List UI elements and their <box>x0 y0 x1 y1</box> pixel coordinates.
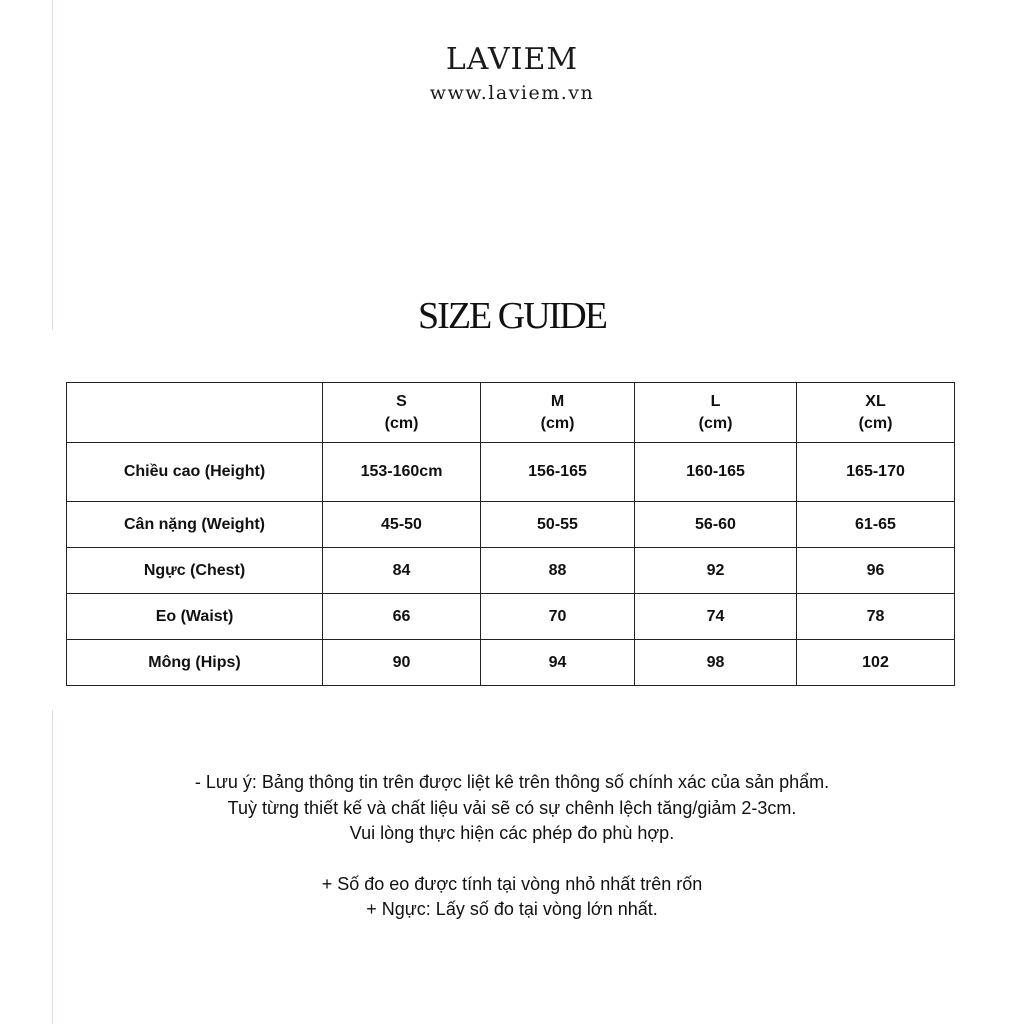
note-line: - Lưu ý: Bảng thông tin trên được liệt kê trên thông số chính xác của sản phẩm. <box>194 772 830 792</box>
table-cell: 66 <box>323 594 481 640</box>
table-cell: 50-55 <box>481 502 635 548</box>
table-cell: 102 <box>797 640 955 686</box>
row-label: Cân nặng (Weight) <box>67 502 323 548</box>
size-header-s <box>323 383 481 443</box>
unit-label: (cm) <box>698 414 733 432</box>
table-header-row <box>67 383 955 443</box>
unit-label: (cm) <box>384 414 419 432</box>
tip-line: + Số đo eo được tính tại vòng nhỏ nhất trên rốn <box>321 873 703 894</box>
table-row-height <box>67 443 955 502</box>
size-header-xl <box>797 383 955 443</box>
table-row-hips <box>67 640 955 686</box>
size-header-m <box>481 383 635 443</box>
table-corner-cell <box>67 383 323 443</box>
table-cell: 90 <box>323 640 481 686</box>
row-label: Eo (Waist) <box>67 594 323 640</box>
table-cell: 96 <box>797 548 955 594</box>
note-spacer <box>0 847 1024 872</box>
table-cell: 165-170 <box>797 443 955 502</box>
unit-label: (cm) <box>858 414 893 432</box>
size-table <box>66 382 955 686</box>
size-label: XL <box>865 392 886 410</box>
table-cell: 153-160cm <box>323 443 481 502</box>
table-row-weight <box>67 502 955 548</box>
unit-label: (cm) <box>540 414 575 432</box>
table-cell: 70 <box>481 594 635 640</box>
table-row-chest <box>67 548 955 594</box>
note-line: Tuỳ từng thiết kế và chất liệu vải sẽ có sự chênh lệch tăng/giảm 2-3cm. <box>227 797 797 818</box>
table-row-waist <box>67 594 955 640</box>
table-cell: 98 <box>635 640 797 686</box>
tip-line: + Ngực: Lấy số đo tại vòng lớn nhất. <box>366 899 658 919</box>
brand-logo: LAVIEM <box>445 42 579 77</box>
table-cell: 88 <box>481 548 635 594</box>
table-cell: 94 <box>481 640 635 686</box>
note-line: Vui lòng thực hiện các phép đo phù hợp. <box>349 823 675 843</box>
size-label: S <box>396 392 407 410</box>
table-cell: 74 <box>635 594 797 640</box>
table-cell: 61-65 <box>797 502 955 548</box>
table-cell: 45-50 <box>323 502 481 548</box>
row-label: Mông (Hips) <box>67 640 323 686</box>
table-cell: 78 <box>797 594 955 640</box>
size-label: M <box>550 392 565 410</box>
table-cell: 84 <box>323 548 481 594</box>
page-title: SIZE GUIDE <box>418 295 606 337</box>
size-header-l <box>635 383 797 443</box>
table-cell: 160-165 <box>635 443 797 502</box>
table-cell: 92 <box>635 548 797 594</box>
website-url: www.laviem.vn <box>429 82 595 104</box>
table-cell: 56-60 <box>635 502 797 548</box>
row-label: Chiều cao (Height) <box>67 443 323 502</box>
row-label: Ngực (Chest) <box>67 548 323 594</box>
size-notes <box>0 770 1024 923</box>
size-label: L <box>710 392 721 410</box>
table-cell: 156-165 <box>481 443 635 502</box>
